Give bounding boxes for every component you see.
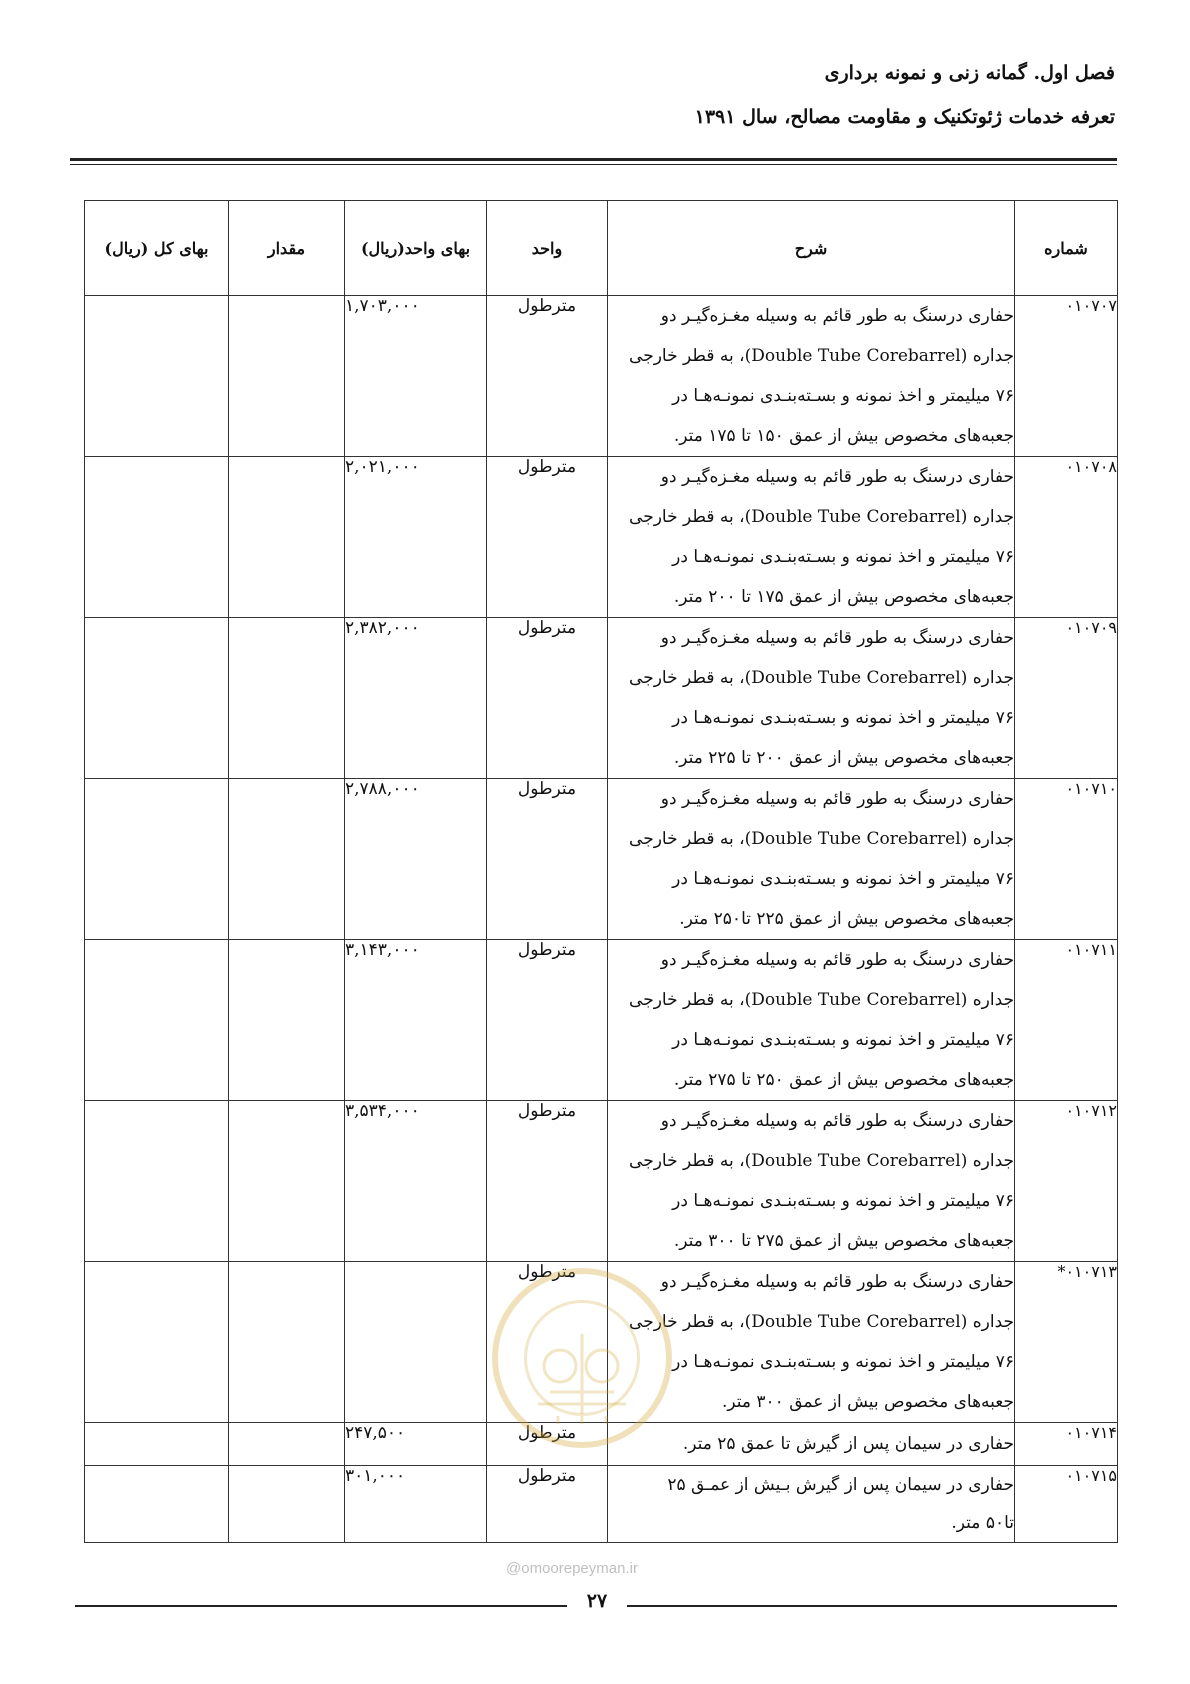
description-line: جعبه‌های مخصوص بیش از عمق ۲۲۵ تا۲۵۰ متر. xyxy=(679,909,1014,929)
row-number: ۰۱۰۷۱۱ xyxy=(1015,940,1118,1101)
footer-rule-right xyxy=(627,1605,1117,1607)
row-quantity xyxy=(229,779,345,940)
description-line: جداره (Double Tube Corebarrel)، به قطر خارجی xyxy=(629,346,1014,366)
col-header-number: شماره xyxy=(1015,201,1118,296)
table-row xyxy=(85,618,1118,779)
page-number: ۲۷ xyxy=(586,1590,608,1612)
row-number: ۰۱۰۷۰۹ xyxy=(1015,618,1118,779)
row-description xyxy=(608,1466,1015,1543)
description-line: حفاری درسنگ به طور قائم به وسیله مغـزه‌گیـر دو xyxy=(660,1111,1014,1131)
description-line: ۷۶ میلیمتر و اخذ نمونه و بسـته‌بنـدی نمونـه‌هـا در xyxy=(672,708,1014,728)
row-quantity xyxy=(229,1423,345,1466)
description-line: جعبه‌های مخصوص بیش از عمق ۲۵۰ تا ۲۷۵ متر. xyxy=(673,1070,1014,1090)
row-quantity xyxy=(229,940,345,1101)
description-line: حفاری درسنگ به طور قائم به وسیله مغـزه‌گیـر دو xyxy=(660,467,1014,487)
description-line: جعبه‌های مخصوص بیش از عمق ۳۰۰ متر. xyxy=(721,1392,1014,1412)
row-number: ۰۱۰۷۱۳* xyxy=(1015,1262,1118,1423)
row-unit: مترطول xyxy=(487,1262,608,1423)
row-number: ۰۱۰۷۱۵ xyxy=(1015,1466,1118,1543)
col-header-description: شرح xyxy=(608,201,1015,296)
row-quantity xyxy=(229,618,345,779)
row-total-price xyxy=(85,618,229,779)
table-row xyxy=(85,779,1118,940)
description-line: ۷۶ میلیمتر و اخذ نمونه و بسـته‌بنـدی نمونـه‌هـا در xyxy=(672,1191,1014,1211)
description-line: حفاری درسنگ به طور قائم به وسیله مغـزه‌گیـر دو xyxy=(660,628,1014,648)
description-line: جداره (Double Tube Corebarrel)، به قطر خارجی xyxy=(629,668,1014,688)
header-rule-thick xyxy=(70,158,1117,161)
row-number: ۰۱۰۷۰۸ xyxy=(1015,457,1118,618)
table-row xyxy=(85,1423,1118,1466)
row-description xyxy=(608,618,1015,779)
description-line: حفاری درسنگ به طور قائم به وسیله مغـزه‌گیـر دو xyxy=(660,1272,1014,1292)
table-row xyxy=(85,1101,1118,1262)
row-description xyxy=(608,296,1015,457)
row-total-price xyxy=(85,296,229,457)
table-header-row xyxy=(85,201,1118,296)
description-line: جعبه‌های مخصوص بیش از عمق ۱۵۰ تا ۱۷۵ متر. xyxy=(673,426,1014,446)
row-unit-price xyxy=(345,1262,487,1423)
page-header xyxy=(695,58,1115,132)
row-quantity xyxy=(229,1466,345,1543)
document-title: تعرفه خدمات ژئوتکنیک و مقاومت مصالح، سال ۱۳۹۱ xyxy=(694,106,1115,128)
row-quantity xyxy=(229,296,345,457)
row-number: ۰۱۰۷۰۷ xyxy=(1015,296,1118,457)
row-unit-price: ۳,۵۳۴,۰۰۰ xyxy=(345,1101,487,1262)
row-description xyxy=(608,1101,1015,1262)
description-line: حفاری درسنگ به طور قائم به وسیله مغـزه‌گیـر دو xyxy=(660,789,1014,809)
chapter-title: فصل اول. گمانه زنی و نمونه برداری xyxy=(824,62,1115,84)
row-description xyxy=(608,457,1015,618)
tariff-table xyxy=(84,200,1118,1543)
row-description xyxy=(608,940,1015,1101)
table-row xyxy=(85,940,1118,1101)
description-line: ۷۶ میلیمتر و اخذ نمونه و بسـته‌بنـدی نمونـه‌هـا در xyxy=(672,1030,1014,1050)
col-header-unit: واحد xyxy=(487,201,608,296)
row-unit: مترطول xyxy=(487,1423,608,1466)
row-unit-price: ۲,۰۲۱,۰۰۰ xyxy=(345,457,487,618)
row-total-price xyxy=(85,457,229,618)
description-line: جداره (Double Tube Corebarrel)، به قطر خارجی xyxy=(629,1151,1014,1171)
header-rule-thin xyxy=(70,164,1117,165)
description-line: ۷۶ میلیمتر و اخذ نمونه و بسـته‌بنـدی نمونـه‌هـا در xyxy=(672,547,1014,567)
description-line: ۷۶ میلیمتر و اخذ نمونه و بسـته‌بنـدی نمونـه‌هـا در xyxy=(672,1352,1014,1372)
description-line: جعبه‌های مخصوص بیش از عمق ۲۷۵ تا ۳۰۰ متر. xyxy=(673,1231,1014,1251)
row-total-price xyxy=(85,1262,229,1423)
row-unit-price: ۲۴۷,۵۰۰ xyxy=(345,1423,487,1466)
row-unit: مترطول xyxy=(487,1101,608,1262)
description-line: حفاری درسنگ به طور قائم به وسیله مغـزه‌گیـر دو xyxy=(660,306,1014,326)
row-total-price xyxy=(85,1101,229,1262)
description-line: جعبه‌های مخصوص بیش از عمق ۲۰۰ تا ۲۲۵ متر. xyxy=(673,748,1014,768)
description-line: تا۵۰ متر. xyxy=(951,1513,1014,1533)
table-row xyxy=(85,1466,1118,1543)
row-unit-price: ۳,۱۴۳,۰۰۰ xyxy=(345,940,487,1101)
watermark-url: @omoorepeyman.ir xyxy=(506,1560,638,1577)
description-line: جداره (Double Tube Corebarrel)، به قطر خارجی xyxy=(629,507,1014,527)
row-number: ۰۱۰۷۱۲ xyxy=(1015,1101,1118,1262)
description-line: حفاری در سیمان پس از گیرش تا عمق ۲۵ متر. xyxy=(682,1434,1014,1454)
row-unit-price: ۲,۷۸۸,۰۰۰ xyxy=(345,779,487,940)
description-line: جداره (Double Tube Corebarrel)، به قطر خارجی xyxy=(629,990,1014,1010)
row-unit: مترطول xyxy=(487,1466,608,1543)
description-line: جداره (Double Tube Corebarrel)، به قطر خارجی xyxy=(629,1312,1014,1332)
description-line: جعبه‌های مخصوص بیش از عمق ۱۷۵ تا ۲۰۰ متر. xyxy=(673,587,1014,607)
row-unit: مترطول xyxy=(487,779,608,940)
table-row xyxy=(85,1262,1118,1423)
row-unit-price: ۱,۷۰۳,۰۰۰ xyxy=(345,296,487,457)
row-number: ۰۱۰۷۱۰ xyxy=(1015,779,1118,940)
row-description xyxy=(608,1423,1015,1466)
description-line: حفاری درسنگ به طور قائم به وسیله مغـزه‌گیـر دو xyxy=(660,950,1014,970)
col-header-unit-price: بهای واحد(ریال) xyxy=(345,201,487,296)
description-line: ۷۶ میلیمتر و اخذ نمونه و بسـته‌بنـدی نمونـه‌هـا در xyxy=(672,869,1014,889)
row-total-price xyxy=(85,1466,229,1543)
row-number: ۰۱۰۷۱۴ xyxy=(1015,1423,1118,1466)
row-quantity xyxy=(229,1101,345,1262)
footer-rule-left xyxy=(75,1605,567,1607)
table-row xyxy=(85,296,1118,457)
description-line: حفاری در سیمان پس از گیرش بـیش از عمـق ۲۵ xyxy=(667,1475,1014,1495)
row-quantity xyxy=(229,457,345,618)
col-header-total-price: بهای کل (ریال) xyxy=(85,201,229,296)
col-header-quantity: مقدار xyxy=(229,201,345,296)
row-total-price xyxy=(85,1423,229,1466)
row-unit: مترطول xyxy=(487,296,608,457)
row-description xyxy=(608,779,1015,940)
row-total-price xyxy=(85,779,229,940)
row-unit-price: ۲,۳۸۲,۰۰۰ xyxy=(345,618,487,779)
row-unit-price: ۳۰۱,۰۰۰ xyxy=(345,1466,487,1543)
description-line: جداره (Double Tube Corebarrel)، به قطر خارجی xyxy=(629,829,1014,849)
row-description xyxy=(608,1262,1015,1423)
row-quantity xyxy=(229,1262,345,1423)
row-unit: مترطول xyxy=(487,940,608,1101)
row-unit: مترطول xyxy=(487,457,608,618)
row-total-price xyxy=(85,940,229,1101)
description-line: ۷۶ میلیمتر و اخذ نمونه و بسـته‌بنـدی نمونـه‌هـا در xyxy=(672,386,1014,406)
table-row xyxy=(85,457,1118,618)
row-unit: مترطول xyxy=(487,618,608,779)
